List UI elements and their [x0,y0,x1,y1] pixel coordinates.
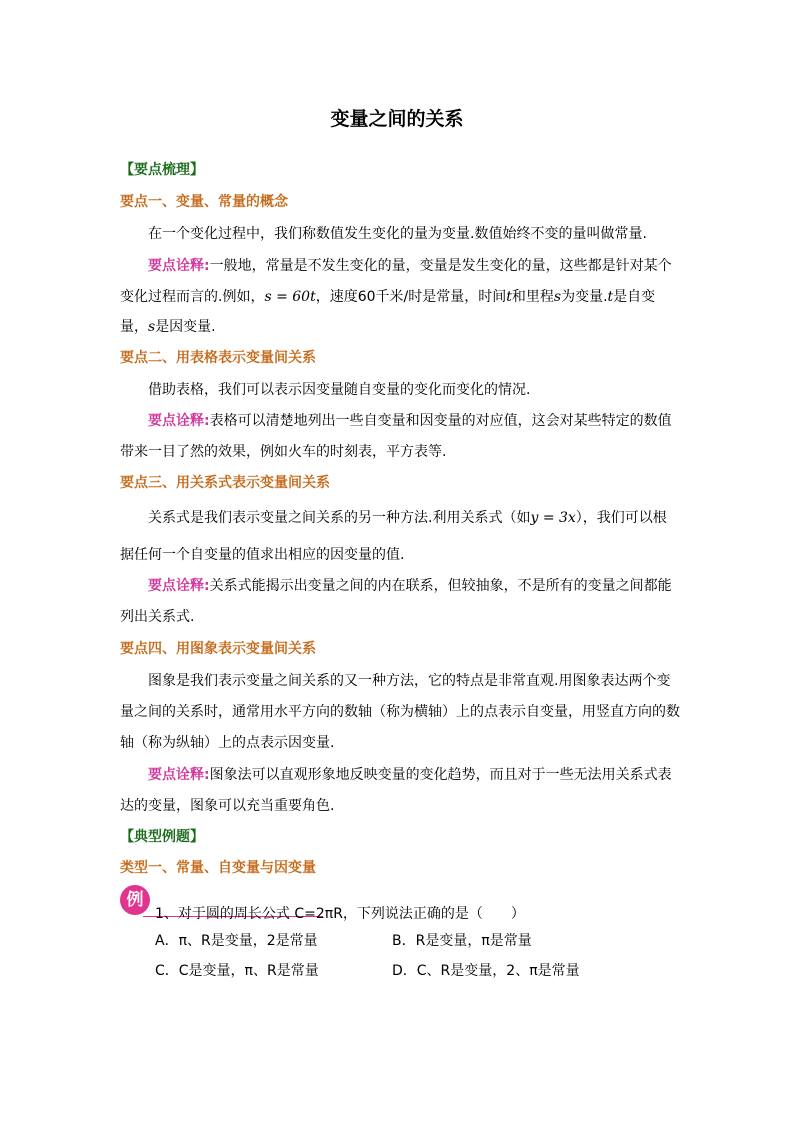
section-2-note-line1: 要点诠释:表格可以清楚地列出一些自变量和因变量的对应值，这会对某些特定的数值 [148,413,672,429]
section-4-body-line3: 轴（称为纵轴）上的点表示因变量. [120,735,335,751]
formula: y = 3x [530,510,576,526]
section-4-body-line1: 图象是我们表示变量之间关系的又一种方法，它的特点是非常直观.用图象表达两个变 [148,673,671,689]
option-b: B．R是变量，π是常量 [392,933,532,949]
section-heading-2: 要点二、用表格表示变量间关系 [120,350,316,366]
section-heading-1: 要点一、变量、常量的概念 [120,194,288,210]
key-points-header: 【要点梳理】 [120,162,204,178]
examples-header: 【典型例题】 [120,829,204,845]
formula: s = 60t [264,289,316,305]
section-1-note-line1: 要点诠释:一般地，常量是不发生变化的量，变量是发生变化的量，这些都是针对某个 [148,258,672,274]
note-label: 要点诠释: [148,767,210,783]
page-title: 变量之间的关系 [330,108,464,130]
example-badge: 例 [120,885,150,915]
section-3-body-line1: 关系式是我们表示变量之间关系的另一种方法.利用关系式（如y = 3x），我们可以根 [148,510,667,526]
section-2-body: 借助表格，我们可以表示因变量随自变量的变化而变化的情况. [148,382,531,398]
note-label: 要点诠释: [148,258,210,274]
section-1-note-line3: 量，s是因变量. [120,319,216,335]
type-heading-1: 类型一、常量、自变量与因变量 [120,860,316,876]
section-3-body-line2: 据任何一个自变量的值求出相应的因变量的值. [120,547,405,563]
section-2-note-line2: 带来一目了然的效果，例如火车的时刻表，平方表等. [120,444,447,460]
section-1-note-line2: 变化过程而言的.例如，s = 60t，速度60千米/时是常量，时间t和里程s为变量.t是自变 [120,289,656,305]
note-label: 要点诠释: [148,578,210,594]
section-4-note-line1: 要点诠释:图象法可以直观形象地反映变量的变化趋势，而且对于一些无法用关系式表 [148,767,672,783]
question-1: 1、对于圆的周长公式 C=2πR，下列说法正确的是（ ） [155,906,525,922]
section-heading-3: 要点三、用关系式表示变量间关系 [120,475,330,491]
section-3-note-line1: 要点诠释:关系式能揭示出变量之间的内在联系，但较抽象，不是所有的变量之间都能 [148,578,672,594]
section-3-note-line2: 列出关系式. [120,609,195,625]
section-4-note-line2: 达的变量，图象可以充当重要角色. [120,798,335,814]
section-4-body-line2: 量之间的关系时，通常用水平方向的数轴（称为横轴）上的点表示自变量，用竖直方向的数 [120,704,680,720]
note-label: 要点诠释: [148,413,210,429]
section-heading-4: 要点四、用图象表示变量间关系 [120,641,316,657]
option-c: C．C是变量，π、R是常量 [155,963,319,979]
option-d: D．C、R是变量，2、π是常量 [392,963,580,979]
section-1-body: 在一个变化过程中，我们称数值发生变化的量为变量.数值始终不变的量叫做常量. [148,226,647,242]
option-a: A．π、R是变量，2是常量 [155,933,318,949]
